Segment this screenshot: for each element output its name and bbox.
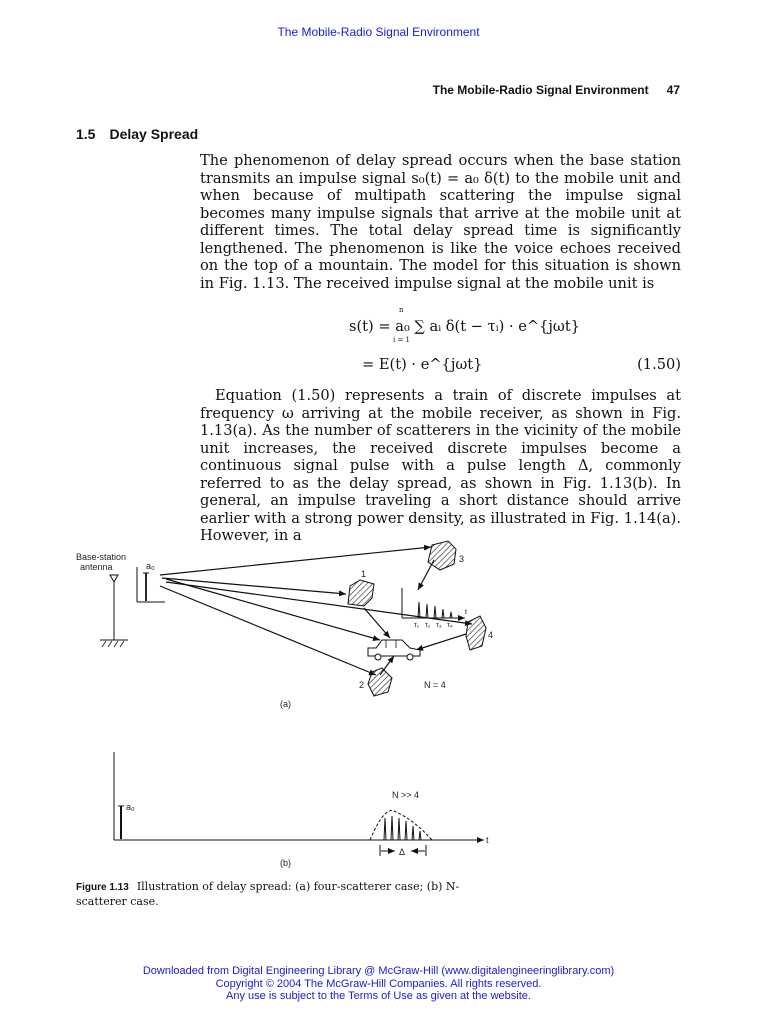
antenna-label-line2: antenna: [80, 562, 113, 572]
tau-label-3: τ₃: [436, 622, 442, 629]
subfigure-b-plot: [114, 752, 489, 868]
tau-label-1: τ₁: [414, 622, 420, 629]
equation-line-1: s(t) = a₀ ∑ aᵢ δ(t − τᵢ) · e^{jωt}: [349, 318, 580, 335]
t-label-b: t: [486, 835, 489, 845]
transmitted-impulse: [137, 561, 165, 602]
running-head-title: The Mobile-Radio Signal Environment: [432, 83, 649, 97]
footer-copyright: Copyright © 2004 The McGraw-Hill Companies. All rights reserved.: [215, 977, 542, 990]
n-many-label: N >> 4: [392, 790, 420, 800]
t-label-a: t: [465, 609, 467, 616]
propagation-paths: [160, 547, 472, 675]
equation-line-2: = E(t) · e^{jωt}: [362, 356, 483, 373]
delta-label: Δ: [399, 847, 406, 857]
paragraph-intro: The phenomenon of delay spread occurs when the base station transmits an impulse signal s₀(t) = a₀ δ(t) to the mobile unit and when because of multipath scattering the impulse signal becomes many impulse signals that arrive at the mobile unit at different times. The total delay spread time is significantly lengthened. The phenomenon is like the voice echoes received on the top of a mountain. The model for this situation is shown in Fig. 1.13. The received impulse signal at the mobile unit is: [200, 152, 681, 292]
scatterer-2: [368, 668, 392, 696]
base-station-antenna: [76, 552, 128, 647]
figure-caption: [76, 880, 506, 909]
scatterer-label-1: 1: [361, 569, 367, 579]
n-equals-4-label: N = 4: [424, 680, 446, 690]
scatterer-label-4: 4: [488, 630, 494, 640]
received-impulse-train: [402, 588, 467, 629]
top-header-link[interactable]: The Mobile-Radio Signal Environment: [277, 25, 480, 39]
scatterer-label-3: 3: [459, 554, 465, 564]
paragraph-equation-explanation: Equation (1.50) represents a train of discrete impulses at frequency ω arriving at the mobile receiver, as shown in Fig. 1.13(a). As the number of scatterers in the vicinity of the mobile unit increases, the received discrete impulses become a continuous signal pulse with a pulse length Δ, commonly referred to as the delay spread, as shown in Fig. 1.13(b). In general, an impulse traveling a short distance should arrive earlier with a strong power density, as illustrated in Fig. 1.14(a). However, in a: [200, 387, 681, 544]
scatterer-1: [348, 580, 374, 606]
equation-sum-upper: n: [399, 306, 404, 314]
figure-caption-label: Figure 1.13: [76, 882, 129, 893]
subfigure-b-label: (b): [280, 858, 291, 868]
figure-caption-text: Illustration of delay spread: (a) four-scatterer case; (b) N-scatterer case.: [76, 880, 460, 908]
tau-label-2: τ₂: [425, 622, 431, 629]
scatterer-label-2: 2: [359, 680, 365, 690]
equation-sum-lower: i = 1: [393, 336, 411, 344]
section-number: 1.5: [76, 126, 96, 142]
scatterer-4: [466, 616, 486, 650]
section-title: Delay Spread: [109, 126, 199, 142]
equation-number: (1.50): [637, 356, 681, 373]
antenna-label-line1: Base-station: [76, 552, 127, 562]
a0-label-b: a₀: [126, 802, 135, 812]
scatterer-3: [428, 541, 456, 570]
footer-download-link[interactable]: Downloaded from Digital Engineering Library @ McGraw-Hill (www.digitalengineeringlibrary.com): [142, 965, 615, 977]
page-number: 47: [666, 83, 680, 97]
footer-terms[interactable]: Any use is subject to the Terms of Use as given at the website.: [226, 990, 531, 1002]
a0-label-a: a₀: [146, 561, 155, 571]
subfigure-a-label: (a): [280, 699, 291, 709]
footer-notice: [0, 965, 757, 1003]
tau-label-4: τ₄: [447, 622, 453, 629]
